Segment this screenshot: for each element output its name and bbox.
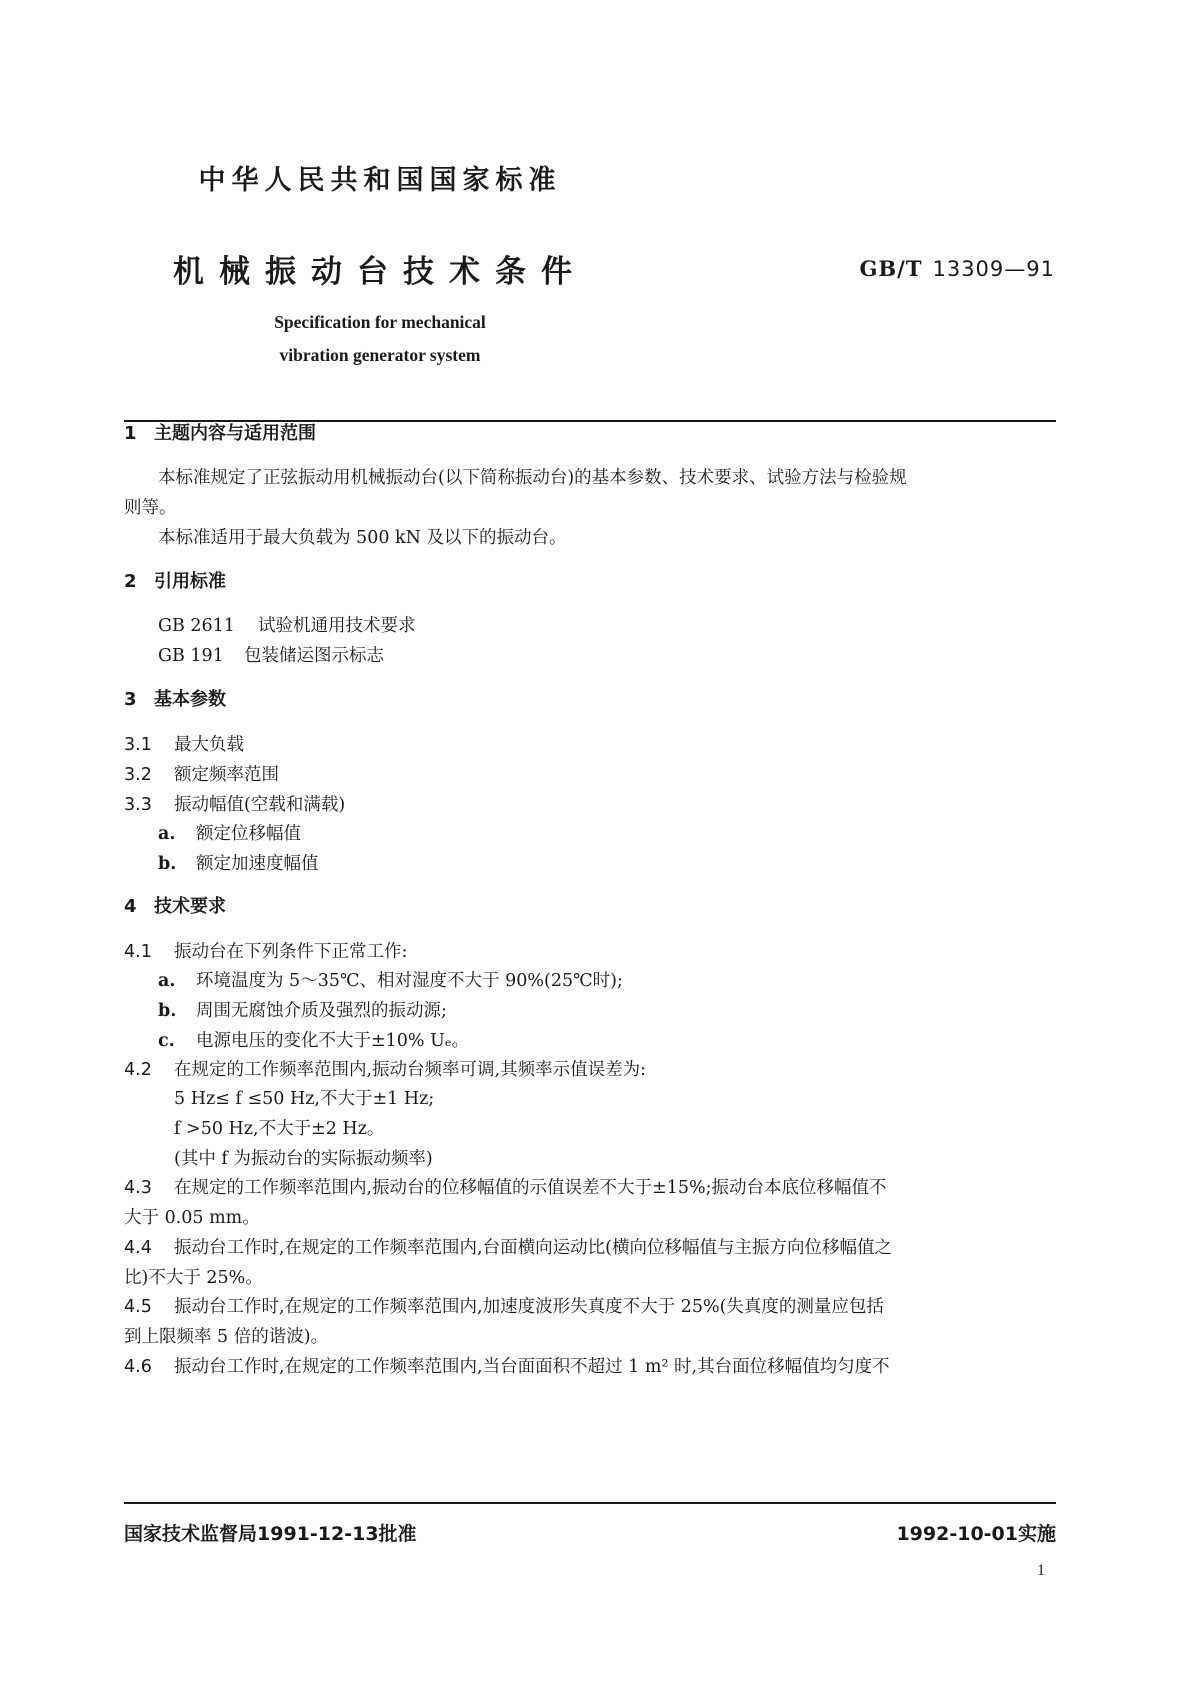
- section-1-paragraph-2: 本标准适用于最大负载为 500 kN 及以下的振动台。: [158, 528, 567, 548]
- section-title: 引用标准: [154, 571, 226, 592]
- standard-prefix: GB/T: [859, 256, 923, 281]
- clause-text: 振动台工作时,在规定的工作频率范围内,当台面面积不超过 1 m² 时,其台面位移幅值均匀度不: [174, 1357, 890, 1377]
- list-item: [158, 822, 301, 846]
- frequency-note: (其中 f 为振动台的实际振动频率): [174, 1149, 433, 1169]
- list-text: 环境温度为 5～35℃、相对湿度不大于 90%(25℃时);: [196, 971, 623, 991]
- clause-text: 在规定的工作频率范围内,振动台频率可调,其频率示值误差为:: [174, 1060, 647, 1080]
- clause-number: 3.1: [124, 735, 152, 755]
- frequency-range-line-2: f >50 Hz,不大于±2 Hz。: [174, 1119, 385, 1139]
- section-number: 2: [124, 571, 137, 592]
- reference-item: [158, 644, 384, 668]
- list-marker: a.: [158, 824, 176, 844]
- section-1-paragraph-1-line-2: 则等。: [124, 498, 177, 518]
- clause-4-4-continuation: 比)不大于 25%。: [124, 1268, 263, 1288]
- clause-3-1: [124, 733, 244, 757]
- list-marker: c.: [158, 1031, 175, 1051]
- clause-text: 振动幅值(空载和满载): [174, 795, 346, 815]
- clause-text: 额定频率范围: [174, 765, 279, 785]
- section-3-heading: [124, 688, 226, 712]
- reference-title: 包装储运图示标志: [244, 646, 384, 666]
- list-marker: b.: [158, 1001, 177, 1021]
- clause-3-3: [124, 793, 345, 817]
- clause-number: 4.6: [124, 1357, 152, 1377]
- section-title: 技术要求: [154, 896, 226, 917]
- list-item: [158, 999, 447, 1023]
- footer-divider: [124, 1502, 1056, 1504]
- list-text: 周围无腐蚀介质及强烈的振动源;: [196, 1001, 447, 1021]
- reference-item: [158, 614, 416, 638]
- section-title: 基本参数: [154, 689, 226, 710]
- list-marker: a.: [158, 971, 176, 991]
- list-marker: b.: [158, 854, 177, 874]
- page-number: 1: [1037, 1562, 1045, 1579]
- section-1-heading: [124, 422, 316, 446]
- clause-number: 4.2: [124, 1060, 152, 1080]
- national-standard-label: 中华人民共和国国家标准: [198, 165, 562, 196]
- clause-text: 振动台工作时,在规定的工作频率范围内,加速度波形失真度不大于 25%(失真度的测量应包括: [174, 1297, 884, 1317]
- clause-4-1: [124, 940, 407, 964]
- clause-4-5: [124, 1295, 884, 1319]
- reference-code: GB 2611: [158, 616, 235, 636]
- section-number: 1: [124, 423, 137, 444]
- section-1-paragraph-1-line-1: 本标准规定了正弦振动用机械振动台(以下简称振动台)的基本参数、技术要求、试验方法与检验规: [158, 468, 907, 488]
- clause-4-2: [124, 1058, 646, 1082]
- clause-4-6: [124, 1355, 890, 1379]
- approval-info: 国家技术监督局1991-12-13批准: [124, 1523, 417, 1545]
- section-4-heading: [124, 895, 226, 919]
- list-item: [158, 1029, 469, 1053]
- clause-number: 4.4: [124, 1238, 152, 1258]
- clause-number: 4.3: [124, 1178, 152, 1198]
- clause-4-3-continuation: 大于 0.05 mm。: [124, 1208, 260, 1228]
- section-2-heading: [124, 570, 226, 594]
- standard-number: [859, 256, 1055, 281]
- standard-code: 13309—91: [932, 257, 1055, 281]
- list-item: [158, 852, 319, 876]
- clause-4-3: [124, 1176, 887, 1200]
- clause-text: 振动台工作时,在规定的工作频率范围内,台面横向运动比(横向位移幅值与主振方向位移幅值之: [174, 1238, 892, 1258]
- section-title: 主题内容与适用范围: [154, 423, 316, 444]
- clause-number: 3.3: [124, 795, 152, 815]
- clause-4-4: [124, 1236, 892, 1260]
- clause-4-5-continuation: 到上限频率 5 倍的谐波)。: [124, 1327, 329, 1347]
- list-item: [158, 969, 623, 993]
- implementation-date: 1992-10-01实施: [896, 1523, 1056, 1545]
- english-title-line-2: vibration generator system: [279, 345, 481, 365]
- list-text: 额定加速度幅值: [196, 854, 319, 874]
- section-number: 3: [124, 689, 137, 710]
- clause-number: 4.1: [124, 942, 152, 962]
- clause-number: 3.2: [124, 765, 152, 785]
- list-text: 电源电压的变化不大于±10% Uₑ。: [196, 1031, 470, 1051]
- reference-code: GB 191: [158, 646, 224, 666]
- english-title-line-1: Specification for mechanical: [274, 312, 486, 332]
- list-text: 额定位移幅值: [196, 824, 301, 844]
- english-title: [0, 306, 760, 372]
- clause-text: 在规定的工作频率范围内,振动台的位移幅值的示值误差不大于±15%;振动台本底位移幅值不: [174, 1178, 887, 1198]
- clause-number: 4.5: [124, 1297, 152, 1317]
- document-title: 机械振动台技术条件: [173, 254, 587, 290]
- clause-text: 振动台在下列条件下正常工作:: [174, 942, 408, 962]
- frequency-range-line-1: 5 Hz≤ f ≤50 Hz,不大于±1 Hz;: [174, 1089, 435, 1109]
- reference-title: 试验机通用技术要求: [258, 616, 416, 636]
- section-number: 4: [124, 896, 137, 917]
- clause-3-2: [124, 763, 279, 787]
- clause-text: 最大负载: [174, 735, 244, 755]
